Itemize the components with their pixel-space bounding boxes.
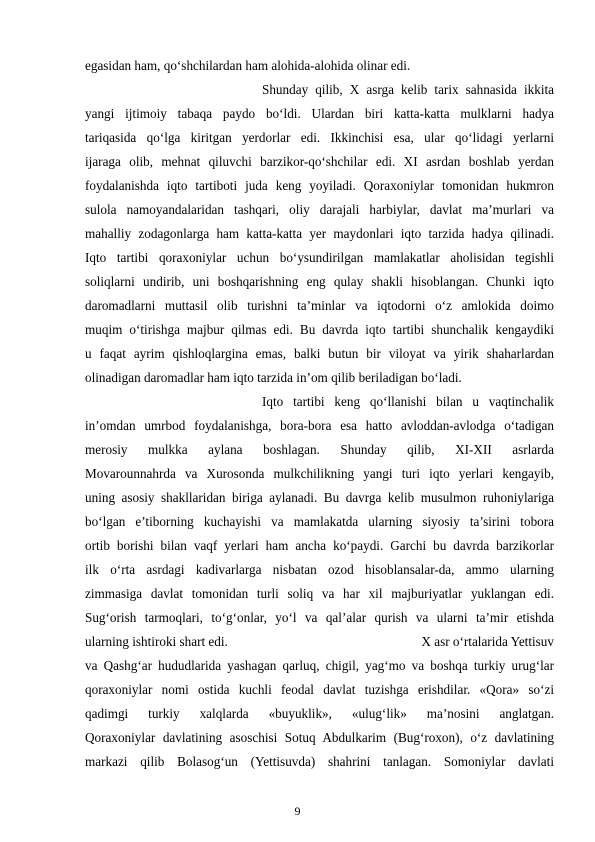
text-line: qadimgi turkiy xalqlarda «buyuklik», «ulug‘lik» ma’nosini anglatgan. — [85, 706, 554, 721]
text-line: egasidan ham, qo‘shchilardan ham alohida-alohida olinar edi. — [85, 58, 411, 73]
text-line: yangi ijtimoiy tabaqa paydo bo‘ldi. Ulardan biri katta-katta mulklarni hadya — [85, 106, 554, 121]
paragraph-start-line: Shunday qilib, X asrga kelib tarix sahnasida ikkita — [262, 82, 554, 97]
text-line: ortib borishi bilan vaqf yerlari ham ancha ko‘paydi. Garchi bu davrda barzikorlar — [85, 538, 554, 553]
text-line: soliqlarni undirib, uni boshqarishning eng qulay shakli hisoblangan. Chunki iqto — [85, 274, 554, 289]
text-line: Movarounnahrda va Xurosonda mulkchilikning yangi turi iqto yerlari kengayib, — [85, 466, 554, 481]
text-line: ilk o‘rta asrdagi kadivarlarga nisbatan ozod hisoblansalar-da, ammo ularning — [85, 562, 554, 577]
page-number: 9 — [294, 804, 301, 818]
text-line: va Qashg‘ar hududlarida yashagan qarluq, chigil, yag‘mo va boshqa turkiy urug‘lar — [85, 658, 554, 673]
text-line: qoraxoniylar nomi ostida kuchli feodal davlat tuzishga erishdilar. «Qora» so‘zi — [85, 682, 554, 697]
text-line: Qoraxoniylar davlatining asoschisi Sotuq Abdulkarim (Bug‘roxon), o‘z davlatining — [85, 730, 554, 745]
text-line: markazi qilib Bolasog‘un (Yettisuvda) shahrini tanlagan. Somoniylar davlati — [85, 754, 554, 769]
text-line: zimmasiga davlat tomonidan turli soliq va har xil majburiyatlar yuklangan edi. — [85, 586, 554, 601]
text-line: foydalanishda iqto tartiboti juda keng yoyiladi. Qoraxoniylar tomonidan hukmron — [85, 178, 554, 193]
text-line: bo‘lgan e’tiborning kuchayishi va mamlakatda ularning siyosiy ta’sirini tobora — [85, 514, 554, 529]
text-line: in’omdan umrbod foydalanishga, bora-bora esa hatto avloddan-avlodga o‘tadigan — [85, 418, 554, 433]
text-line: tariqasida qo‘lga kiritgan yerdorlar edi. Ikkinchisi esa, ular qo‘lidagi yerlarni — [85, 130, 554, 145]
text-line: u faqat ayrim qishloqlargina emas, balki butun bir viloyat va yirik shaharlardan — [85, 346, 554, 361]
text-line: Iqto tartibi qoraxoniylar uchun bo‘ysundirilgan mamlakatlar aholisidan tegishli — [85, 250, 554, 265]
text-line: sulola namoyandalaridan tashqari, oliy darajali harbiylar, davlat ma’murlari va — [85, 202, 554, 217]
text-line: muqim o‘tirishga majbur qilmas edi. Bu davrda iqto tartibi shunchalik kengaydiki — [85, 322, 554, 337]
paragraph-start-line: X asr o‘rtalarida Yettisuv — [421, 634, 554, 649]
text-line: merosiy mulkka aylana boshlagan. Shunday qilib, XI-XII asrlarda — [85, 442, 554, 457]
text-line: olinadigan daromadlar ham iqto tarzida in’om qilib beriladigan bo‘ladi. — [85, 370, 462, 385]
text-line: ijaraga olib, mehnat qiluvchi barzikor-qo‘shchilar edi. XI asrdan boshlab yerdan — [85, 154, 554, 169]
paragraph-start-line: Iqto tartibi keng qo‘llanishi bilan u vaqtinchalik — [262, 394, 554, 409]
text-line: uning asosiy shakllaridan biriga aylanadi. Bu davrga kelib musulmon ruhoniylariga — [85, 490, 554, 505]
text-line: ularning ishtiroki shart edi. — [85, 634, 228, 649]
text-line: Sug‘orish tarmoqlari, to‘g‘onlar, yo‘l va qal’alar qurish va ularni ta’mir etishda — [85, 610, 554, 625]
text-line: mahalliy zodagonlarga ham katta-katta yer maydonlari iqto tarzida hadya qilinadi. — [85, 226, 554, 241]
text-line: daromadlarni muttasil olib turishni ta’minlar va iqtodorni o‘z amlokida doimo — [85, 298, 554, 313]
